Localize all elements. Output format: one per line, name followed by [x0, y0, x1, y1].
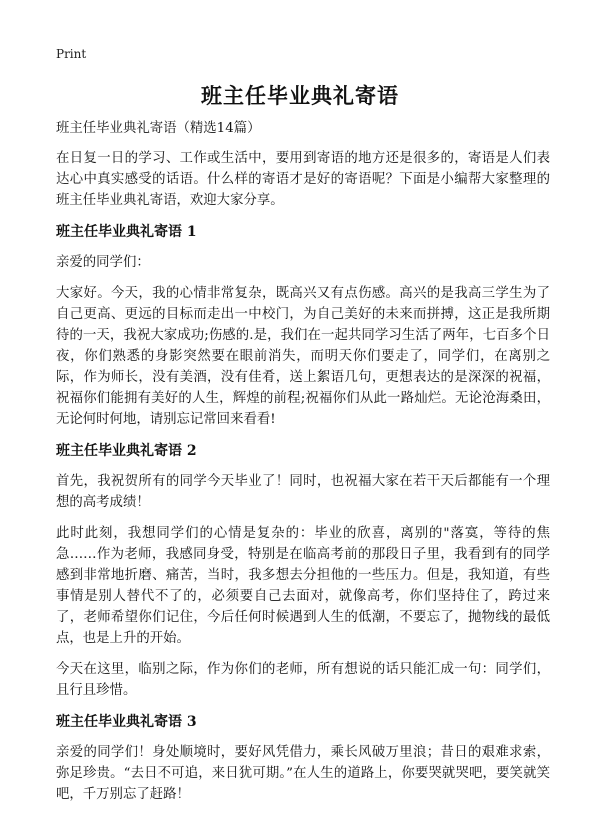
section-1-paragraph: 亲爱的同学们：: [56, 255, 150, 270]
section-2-paragraph: 首先，我祝贺所有的同学今天毕业了！同时，也祝福大家在若干天后都能有一个理想的高考成绩！: [56, 474, 550, 510]
article-body: [56, 118, 550, 815]
section-1-paragraph: 大家好。今天，我的心情非常复杂，既高兴又有点伤感。高兴的是我高三学生为了自己更高、更远的目标而走出一中校门，为自己美好的未来而拼搏，这正是我所期待的一天，我祝大家成功;伤感的.是，我们在一起共同学习生活了两年，七百多个日夜，你们熟悉的身影突然要在眼前消失，而明天你们要走了，同学们，在离别之际，作为师长，没有美酒，没有佳肴，送上絮语几句，更想表达的是深深的祝福，祝福你们能拥有美好的人生，辉煌的前程;祝福你们从此一路灿烂。无论沧海桑田，无论何时何地，请别忘记常回来看看!: [56, 286, 550, 427]
section-3-heading: 班主任毕业典礼寄语 3: [56, 714, 197, 730]
section-2-paragraph: 此时此刻，我想同学们的心情是复杂的：毕业的欣喜，离别的"落寞，等待的焦急……作为老师，我感同身受，特别是在临高考前的那段日子里，我看到有的同学感到非常地折磨、痛苦，当时，我多想去分担他的一些压力。但是，我知道，有些事情是别人替代不了的，必须要自己去面对，就像高考，你们坚持住了，跨过来了，老师希望你们记住，今后任何时候遇到人生的低潮，不要忘了，抛物线的最低点，也是上升的开始。: [56, 526, 550, 646]
section-2-heading: 班主任毕业典礼寄语 2: [56, 443, 197, 459]
section-1-heading: 班主任毕业典礼寄语 1: [56, 224, 197, 240]
page-title: 班主任毕业典礼寄语: [201, 83, 399, 108]
print-link[interactable]: Print: [56, 47, 87, 61]
section-2-paragraph: 今天在这里，临别之际，作为你们的老师，所有想说的话只能汇成一句：同学们，且行且珍惜。: [56, 662, 550, 698]
section-3-paragraph: 亲爱的同学们！身处顺境时，要好风凭借力，乘长风破万里浪；昔日的艰难求索，弥足珍贵。“去日不可追，来日犹可期。”在人生的道路上，你要哭就哭吧，要笑就笑吧，千万别忘了赶路！: [56, 745, 550, 802]
article-subtitle: 班主任毕业典礼寄语（精选14篇）: [56, 121, 261, 136]
intro-paragraph: 在日复一日的学习、工作或生活中，要用到寄语的地方还是很多的，寄语是人们表达心中真实感受的话语。什么样的寄语才是好的寄语呢？下面是小编帮大家整理的班主任毕业典礼寄语，欢迎大家分享。: [56, 151, 550, 208]
